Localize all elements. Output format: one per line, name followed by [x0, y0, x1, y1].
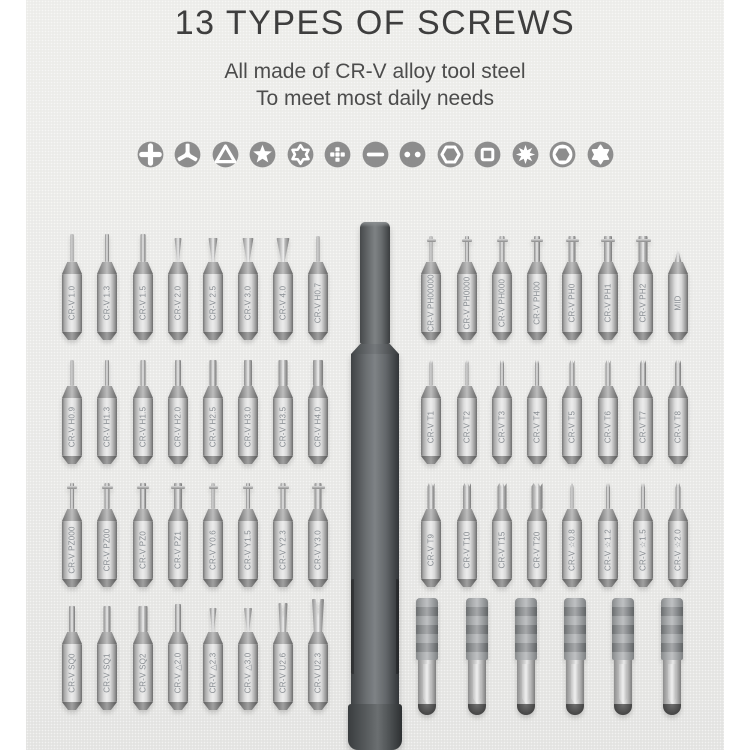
slot-tip [105, 234, 109, 262]
bit-label: CR-V 2.5 [208, 285, 218, 321]
screw-bit [133, 228, 153, 340]
torx-outline-icon [287, 141, 314, 168]
screw-bit [457, 228, 477, 340]
hex-tip [313, 360, 323, 386]
screw-bit [598, 228, 618, 340]
bit-label: CR-V H0.9 [67, 406, 77, 448]
screw-bit [133, 475, 153, 587]
hex-tip [141, 360, 146, 386]
hex-tip [210, 360, 217, 386]
socket-shank [517, 660, 535, 706]
screw-bit [598, 352, 618, 464]
slotted-icon [362, 141, 389, 168]
torx-tip [500, 360, 504, 386]
bit-label: CR-V 1.5 [138, 285, 148, 321]
phillips-tip [604, 236, 612, 262]
socket-sleeve [612, 598, 634, 660]
screw-bit [238, 598, 258, 710]
socket-sleeve [564, 598, 586, 660]
socket-shank [663, 660, 681, 706]
bit-label: CR-V △2.3 [208, 652, 218, 694]
screw-bit [562, 228, 582, 340]
triangle-tip [675, 249, 682, 262]
bit-label: CR-V 1.3 [102, 285, 112, 321]
bit-label: CR-V ☆2.0 [673, 529, 683, 571]
screw-bit [492, 228, 512, 340]
bit-label: CR-V PZ1 [173, 530, 183, 570]
socket-end [663, 704, 681, 715]
socket-bit [515, 598, 537, 716]
bit-label: CR-V T10 [462, 531, 472, 569]
bit-label: CR-V PH0 [567, 283, 577, 323]
torx-tip [428, 483, 435, 509]
screw-bit [598, 475, 618, 587]
bit-label: CR-V 4.0 [278, 285, 288, 321]
bit-label: CR-V 2.0 [173, 285, 183, 321]
triangle-icon [212, 141, 239, 168]
screw-bit [203, 475, 223, 587]
bit-label: CR-V H2.0 [173, 406, 183, 448]
screw-bit [562, 352, 582, 464]
screw-bit [133, 352, 153, 464]
torx-tip [466, 360, 469, 386]
screw-bit [133, 598, 153, 710]
bit-label: CR-V PH000 [497, 278, 507, 328]
star-tip [641, 483, 645, 509]
pz-tip [70, 483, 74, 509]
screw-bit [668, 475, 688, 587]
star-tip [676, 483, 681, 509]
slot-tip [175, 604, 181, 632]
socket-shank [614, 660, 632, 706]
multi-point-icon [512, 141, 539, 168]
hex-tip [105, 360, 109, 386]
bit-label: CR-V T8 [673, 410, 683, 444]
bit-label: CR-V PZ000 [67, 526, 77, 574]
socket-sleeve [416, 598, 438, 660]
bit-label: CR-V 3.0 [243, 285, 253, 321]
torx-tip [675, 360, 681, 386]
bit-label: CR-V T5 [567, 410, 577, 444]
socket-shank [418, 660, 436, 706]
bit-label: CR-V U2.3 [313, 652, 323, 694]
socket-end [418, 704, 436, 715]
socket-shank [468, 660, 486, 706]
hexalobe-icon [587, 141, 614, 168]
socket-end [566, 704, 584, 715]
torx-tip [430, 360, 433, 386]
screw-bit [308, 352, 328, 464]
torx-tip [640, 360, 646, 386]
square-tip [104, 606, 111, 632]
bit-label: CR-V 1.0 [67, 285, 77, 321]
bit-label: CR-V PH0000 [462, 276, 472, 330]
pz-tip [140, 483, 146, 509]
hex-tip [317, 236, 320, 262]
phillips-tip [430, 236, 433, 262]
bit-label: CR-V T4 [532, 410, 542, 444]
socket-bit [466, 598, 488, 716]
screw-bit [62, 598, 82, 710]
screw-bit [238, 352, 258, 464]
slot-tip [71, 234, 74, 262]
handle-body [351, 354, 399, 704]
screw-bit [168, 352, 188, 464]
bit-label: CR-V H1.3 [102, 406, 112, 448]
pz-tip [105, 483, 110, 509]
screw-bit [97, 475, 117, 587]
slot-tip [141, 234, 146, 262]
cross-recess-icon [324, 141, 351, 168]
slot-tip [277, 238, 290, 262]
bit-label: CR-V Y1.5 [243, 530, 253, 570]
socket-sleeve [515, 598, 537, 660]
bit-label: CR-V Y0.6 [208, 530, 218, 570]
bit-label: CR-V H0.7 [313, 282, 323, 324]
screw-bit [168, 475, 188, 587]
y-tip [315, 483, 322, 509]
screw-bit [203, 228, 223, 340]
torx-tip [498, 483, 507, 509]
bit-label: CR-V T7 [638, 410, 648, 444]
bit-label: CR-V H2.5 [208, 406, 218, 448]
screw-bit [527, 352, 547, 464]
torx-tip [606, 360, 611, 386]
bit-label: CR-V ☆1.2 [603, 529, 613, 571]
hex-tip [175, 360, 181, 386]
screw-bit [668, 228, 688, 340]
hex-tip [71, 360, 74, 386]
screw-bit [62, 228, 82, 340]
torx-tip [532, 483, 543, 509]
bit-label: CR-V Y2.3 [278, 530, 288, 570]
handle-base [348, 704, 402, 750]
bit-label: CR-V T20 [532, 531, 542, 569]
phillips-icon [137, 141, 164, 168]
socket-sleeve [466, 598, 488, 660]
hex-tip [279, 360, 288, 386]
screw-bit [668, 352, 688, 464]
bit-label: CR-V SQ0 [67, 653, 77, 693]
slot-tip [243, 238, 254, 262]
subtitle-line2: To meet most daily needs [255, 87, 495, 110]
screw-bit [273, 352, 293, 464]
socket-end [468, 704, 486, 715]
fork-tip [312, 599, 324, 632]
bit-label: CR-V PH2 [638, 283, 648, 323]
bit-label: CR-V H3.5 [278, 406, 288, 448]
screw-bit [527, 228, 547, 340]
slot-tip [210, 608, 217, 632]
hex-tip [244, 360, 252, 386]
screw-bit [62, 352, 82, 464]
slot-tip [209, 238, 218, 262]
socket-end [517, 704, 535, 715]
screw-bit [633, 475, 653, 587]
square-tip [139, 606, 148, 632]
screw-bit [421, 475, 441, 587]
screw-bit [633, 228, 653, 340]
bit-label: CR-V U2.6 [278, 652, 288, 694]
bit-label: CR-V PH00000 [426, 274, 436, 332]
star-5-icon [249, 141, 276, 168]
y-tip [281, 483, 286, 509]
screw-bit [238, 475, 258, 587]
spanner-icon [399, 141, 426, 168]
socket-end [614, 704, 632, 715]
screw-bit [97, 352, 117, 464]
fork-tip [279, 603, 288, 632]
socket-bit [612, 598, 634, 716]
bit-label: CR-V △2.0 [173, 652, 183, 694]
subtitle-line1: All made of CR-V alloy tool steel [224, 60, 526, 83]
slot-tip [244, 608, 252, 632]
torx-tip [535, 360, 539, 386]
screw-bit [421, 352, 441, 464]
socket-bit [416, 598, 438, 716]
phillips-tip [534, 236, 540, 262]
y-tip [212, 483, 215, 509]
screw-bit [527, 475, 547, 587]
square-tip [69, 606, 75, 632]
screw-bit [492, 352, 512, 464]
y-tip [246, 483, 250, 509]
screw-bit [168, 228, 188, 340]
screw-bit [238, 228, 258, 340]
screwdriver-handle [348, 222, 402, 750]
bit-label: CR-V ☆1.5 [638, 529, 648, 571]
bit-label: CR-V SQ2 [138, 653, 148, 693]
star-tip [606, 483, 610, 509]
screw-bit [97, 598, 117, 710]
torx-tip [463, 483, 471, 509]
bit-label: CR-V Y3.0 [313, 530, 323, 570]
handle-neck [351, 344, 399, 354]
bit-label: CR-V PH00 [532, 281, 542, 325]
socket-shank [566, 660, 584, 706]
bit-label: CR-V PH1 [603, 283, 613, 323]
bit-label: CR-V T2 [462, 410, 472, 444]
screw-bit [308, 475, 328, 587]
page-title: 13 TYPES OF SCREWS [174, 4, 576, 42]
screw-bit [273, 598, 293, 710]
phillips-tip [569, 236, 576, 262]
screw-bit [273, 228, 293, 340]
screw-bit [273, 475, 293, 587]
screw-bit [633, 352, 653, 464]
bit-label: CR-V H3.0 [243, 406, 253, 448]
socket-bit [564, 598, 586, 716]
screw-bit [308, 598, 328, 710]
phillips-tip [639, 236, 648, 262]
hex-socket-icon [549, 141, 576, 168]
screw-bit [421, 228, 441, 340]
bit-label: CR-V PZ00 [102, 528, 112, 572]
screw-bit [203, 598, 223, 710]
screw-bit [457, 475, 477, 587]
screw-type-icon-row [0, 141, 750, 168]
bit-label: CR-V PZ0 [138, 530, 148, 570]
bit-label: CR-V SQ1 [102, 653, 112, 693]
bit-label: CR-V H1.5 [138, 406, 148, 448]
torx-tip [570, 360, 575, 386]
tri-wing-icon [174, 141, 201, 168]
bit-label: CR-V ☆0.8 [567, 529, 577, 571]
bit-label: CR-V △3.0 [243, 652, 253, 694]
screw-bit [457, 352, 477, 464]
screw-bit [308, 228, 328, 340]
square-icon [474, 141, 501, 168]
bit-label: CR-V T9 [426, 533, 436, 567]
bit-label: MID [673, 295, 683, 311]
pz-tip [174, 483, 182, 509]
screw-bit [562, 475, 582, 587]
screw-bit [203, 352, 223, 464]
screw-bit [492, 475, 512, 587]
bit-label: CR-V T1 [426, 410, 436, 444]
socket-bit [661, 598, 683, 716]
screw-bit [97, 228, 117, 340]
star-tip [571, 483, 574, 509]
slot-tip [175, 238, 182, 262]
bit-label: CR-V T3 [497, 410, 507, 444]
phillips-tip [465, 236, 469, 262]
phillips-tip [500, 236, 505, 262]
bit-label: CR-V H4.0 [313, 406, 323, 448]
hex-icon [437, 141, 464, 168]
socket-sleeve [661, 598, 683, 660]
bit-label: CR-V T15 [497, 531, 507, 569]
screw-bit [62, 475, 82, 587]
screw-bit [168, 598, 188, 710]
handle-cap [360, 222, 390, 344]
bit-label: CR-V T6 [603, 410, 613, 444]
